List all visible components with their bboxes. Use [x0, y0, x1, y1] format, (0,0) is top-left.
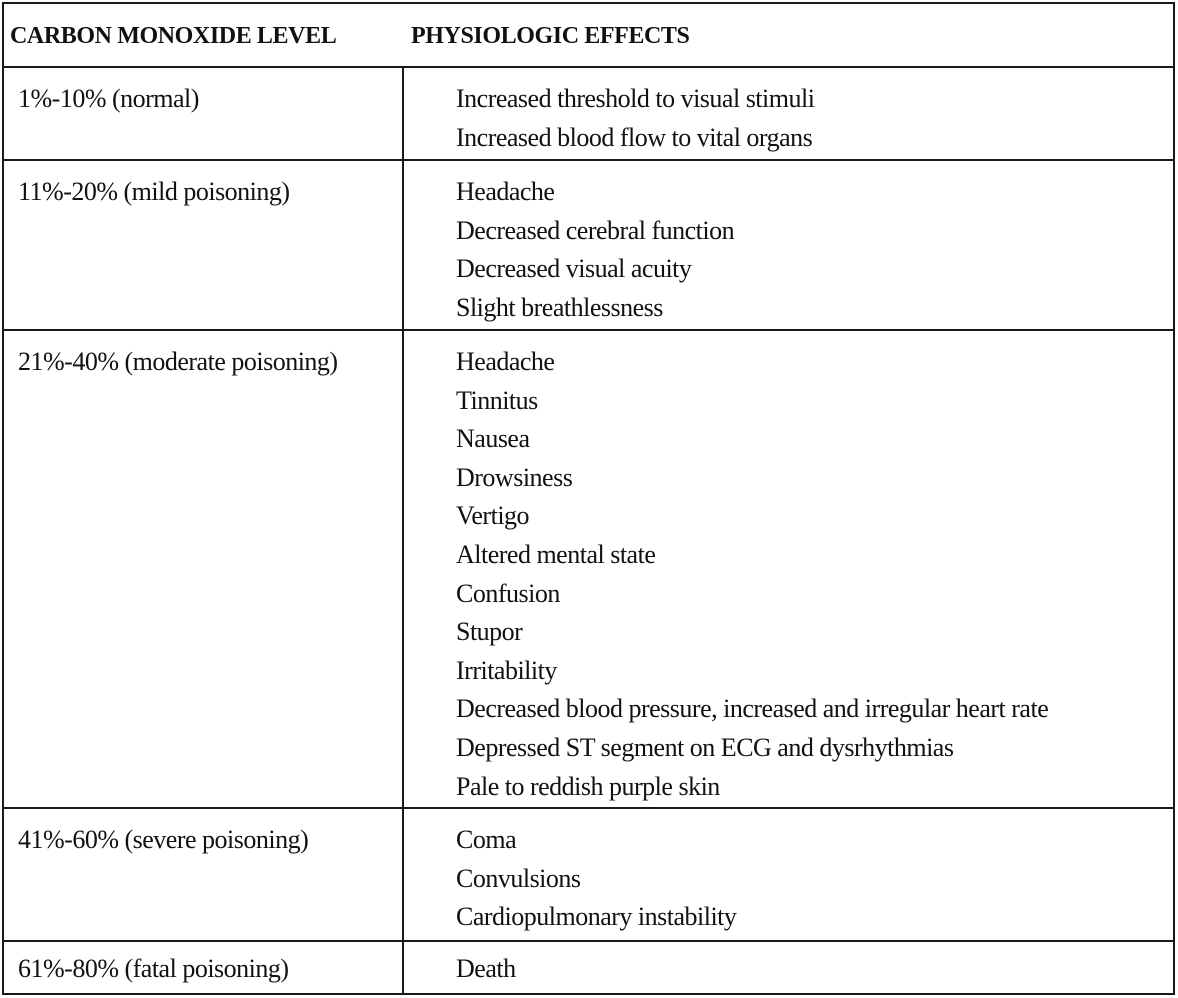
effect-item: Vertigo: [456, 501, 530, 531]
table-header: [4, 4, 1173, 68]
effect-item: Nausea: [456, 424, 530, 454]
table-row: [4, 161, 1173, 331]
effect-item: Headache: [456, 177, 555, 206]
effect-item: Coma: [456, 825, 517, 854]
effect-item: Drowsiness: [456, 462, 573, 492]
effect-item: Decreased cerebral function: [456, 215, 735, 245]
effect-item: Altered mental state: [456, 539, 656, 569]
effect-item: Convulsions: [456, 863, 581, 893]
effect-item: Headache: [456, 347, 555, 376]
co-effects-table: [2, 2, 1175, 995]
effect-item: Irritability: [456, 655, 557, 685]
effect-item: Cardiopulmonary instability: [456, 902, 737, 932]
co-level-cell: 61%-80% (fatal poisoning): [18, 954, 289, 983]
effect-item: Increased threshold to visual stimuli: [456, 84, 815, 113]
co-level-cell: 21%-40% (moderate poisoning): [18, 347, 338, 376]
table-row: [4, 331, 1173, 809]
header-physiologic-effects: PHYSIOLOGIC EFFECTS: [411, 23, 690, 49]
effect-item: Death: [456, 954, 516, 983]
co-level-cell: 11%-20% (mild poisoning): [18, 177, 290, 206]
table-row: [4, 68, 1173, 161]
effects-list: [456, 80, 814, 157]
effects-list: [456, 343, 1048, 806]
effects-list: [456, 950, 516, 989]
effect-item: Confusion: [456, 578, 560, 608]
table-row: [4, 809, 1173, 942]
co-level-cell: 1%-10% (normal): [18, 84, 199, 113]
effects-list: [456, 821, 736, 937]
effect-item: Decreased blood pressure, increased and irregular heart rate: [456, 694, 1049, 724]
effects-list: [456, 173, 734, 327]
table-row: [4, 942, 1173, 995]
effect-item: Tinnitus: [456, 385, 538, 415]
header-carbon-monoxide-level: CARBON MONOXIDE LEVEL: [10, 23, 337, 49]
co-level-cell: 41%-60% (severe poisoning): [18, 825, 309, 854]
effect-item: Pale to reddish purple skin: [456, 771, 720, 801]
effect-item: Slight breathlessness: [456, 292, 663, 322]
effect-item: Depressed ST segment on ECG and dysrhythmias: [456, 732, 954, 762]
effect-item: Increased blood flow to vital organs: [456, 122, 813, 152]
effect-item: Decreased visual acuity: [456, 254, 692, 284]
effect-item: Stupor: [456, 617, 523, 647]
